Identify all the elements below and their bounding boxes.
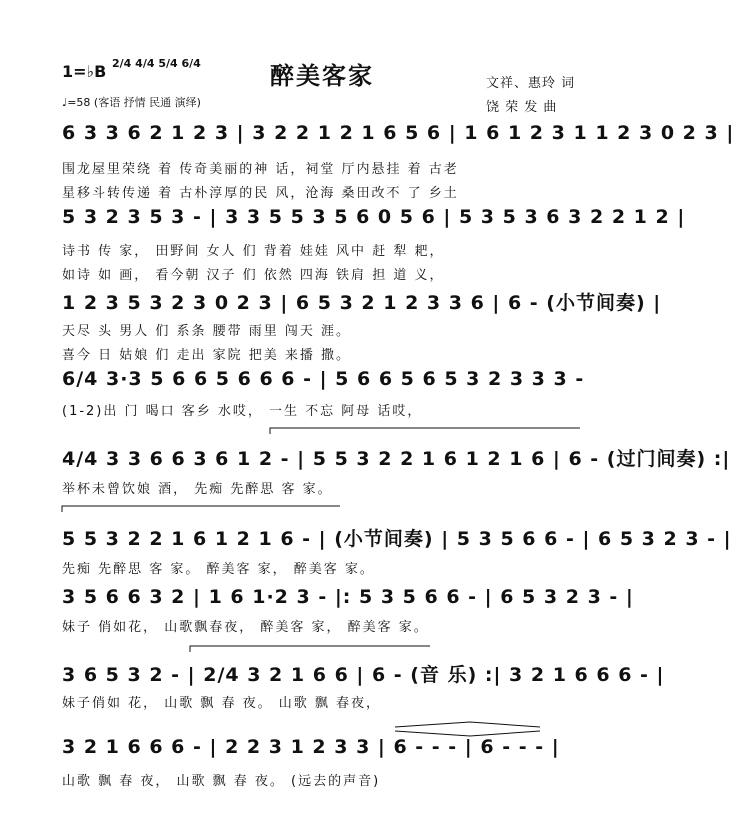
page-title: 醉美客家 [270,62,374,90]
fade-hairpin-top [395,722,540,727]
lyricist-credit: 文祥、惠玲 词 [486,76,576,91]
lyric-line-5a: 举杯未曾饮娘 酒， 先痴 先醉思 客 家。 [62,482,333,497]
meter-3: 5/4 [158,57,178,70]
score-line-8: 3 6 5 3 2 - | 2/4 3 2 1 6 6 | 6 - (音 乐) :| 3 2 1 6 6 6 - | [62,664,665,686]
lyric-line-3b: 喜今 日 姑娘 们 走出 家院 把美 来播 撒。 [62,348,352,363]
volta-3-bracket [190,646,430,652]
score-line-6: 5 5 3 2 2 1 6 1 2 1 6 - | (小节间奏) | 5 3 5 6 6 - | 6 5 3 2 3 - | [62,528,732,550]
key-signature: 1=♭B [62,62,107,81]
score-line-5: 4/4 3 3 6 6 3 6 1 2 - | 5 5 3 2 2 1 6 1 2 1 6 | 6 - (过门间奏) :| [62,448,731,470]
lyric-line-2a: 诗书 传 家， 田野间 女人 们 背着 娃娃 风中 赶 犁 耙， [62,244,445,259]
score-line-3: 1 2 3 5 3 2 3 0 2 3 | 6 5 3 2 1 2 3 3 6 | 6 - (小节间奏) | [62,292,662,314]
volta-1-bracket [270,428,580,434]
fade-hairpin-bottom [395,731,540,736]
score-line-9: 3 2 1 6 6 6 - | 2 2 3 1 2 3 3 | 6 - - - | 6 - - - | [62,736,560,758]
lyric-line-2b: 如诗 如 画， 看今朝 汉子 们 依然 四海 铁肩 担 道 义， [62,268,445,283]
composer-credit: 饶 荣 发 曲 [486,100,558,115]
lyric-line-1b: 星移斗转传递 着 古朴淳厚的民 风，沧海 桑田改不 了 乡土 [62,186,459,201]
lyric-line-8a: 妹子俏如 花， 山歌 飘 春 夜。 山歌 飘 春夜， [62,696,382,711]
tempo-marking: ♩=58 (客语 抒情 民通 演绎) [62,96,201,109]
lyric-line-3a: 天尽 头 男人 们 系条 腰带 雨里 闯天 涯。 [62,324,352,339]
lyric-line-1a: 围龙屋里荣绕 着 传奇美丽的神 话，祠堂 厅内悬挂 着 古老 [62,162,459,177]
lyric-line-9a: 山歌 飘 春 夜， 山歌 飘 春 夜。 (远去的声音) [62,774,381,789]
score-line-4: 6/4 3·3 5 6 6 5 6 6 6 - | 5 6 6 5 6 5 3 2 3 3 3 - [62,368,585,390]
meter-1: 2/4 [112,57,132,70]
score-line-1: 6 3 3 6 2 1 2 3 | 3 2 2 1 2 1 6 5 6 | 1 6 1 2 3 1 1 2 3 0 2 3 | [62,122,734,144]
meter-2: 4/4 [135,57,155,70]
lyric-line-6a: 先痴 先醉思 客 家。 醉美客 家， 醉美客 家。 [62,562,375,577]
volta-2-bracket [62,506,340,512]
lyric-line-4a: (1-2)出 门 喝口 客乡 水哎， 一生 不忘 阿母 话哎， [62,404,423,419]
lyric-line-7a: 妹子 俏如花， 山歌飘春夜， 醉美客 家， 醉美客 家。 [62,620,429,635]
score-line-2: 5 3 2 3 5 3 - | 3 3 5 5 3 5 6 0 5 6 | 5 3 5 3 6 3 2 2 1 2 | [62,206,686,228]
meter-4: 6/4 [181,57,201,70]
score-line-7: 3 5 6 6 3 2 | 1 6 1·2 3 - |: 5 3 5 6 6 - | 6 5 3 2 3 - | [62,586,634,608]
